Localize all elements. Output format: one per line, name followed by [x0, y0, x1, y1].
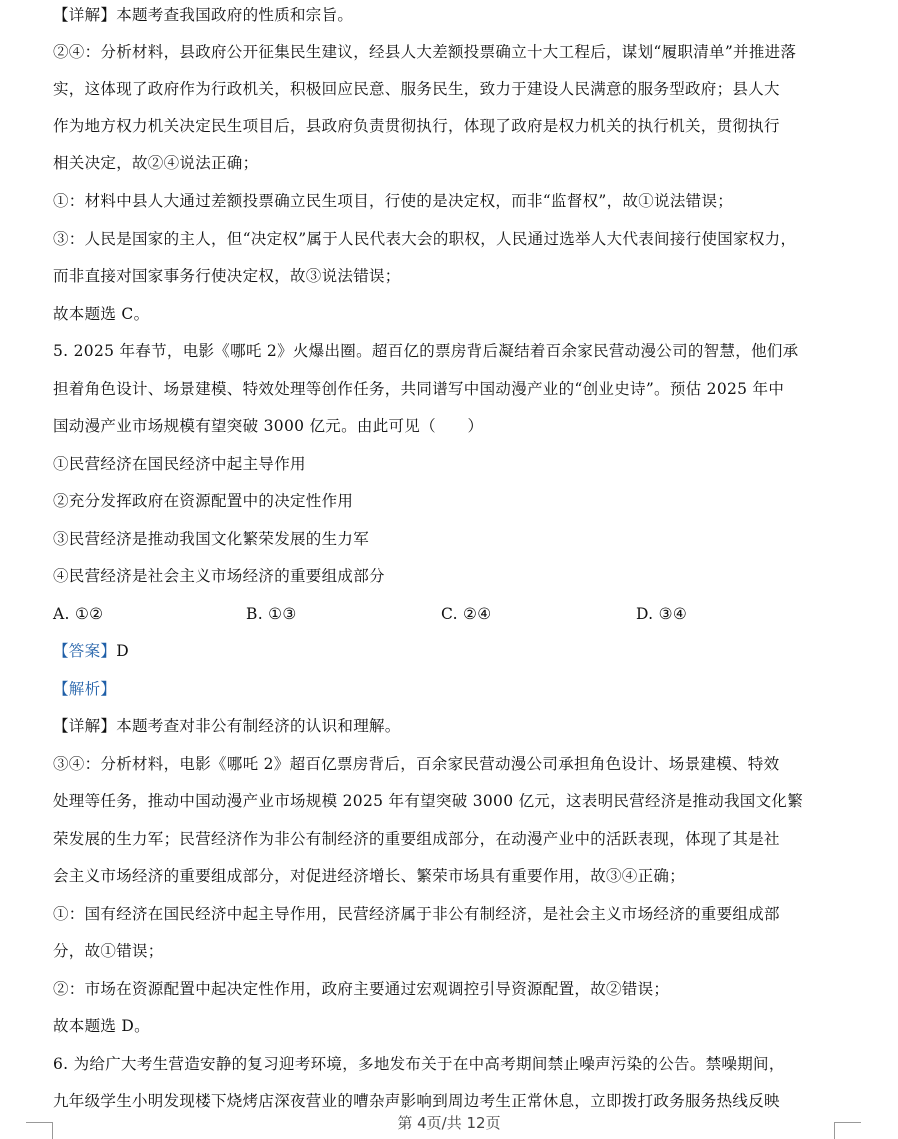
- text-line: ②④：分析材料，县政府公开征集民生建议，经县人大差额投票确立十大工程后，谋划“履职清单”并推进落: [53, 43, 797, 61]
- statement-2: ②充分发挥政府在资源配置中的决定性作用: [53, 492, 354, 510]
- text-line: ③④：分析材料，电影《哪吒 2》超百亿票房背后，百余家民营动漫公司承担角色设计、场景建模、特效: [53, 755, 780, 773]
- text-line: 分，故①错误；: [53, 942, 164, 960]
- text-line: ③：人民是国家的主人，但“决定权”属于人民代表大会的职权，人民通过选举人大代表间接行使国家权力，: [53, 230, 797, 248]
- page-footer: 第 4页/共 12页: [397, 1114, 501, 1132]
- text-line: 故本题选 C。: [53, 305, 150, 323]
- text-line: ①：材料中县人大通过差额投票确立民生项目，行使的是决定权，而非“监督权”，故①说法错误；: [53, 192, 734, 210]
- answer-tag: 【答案】: [53, 642, 117, 660]
- option-d: D. ③④: [636, 605, 688, 623]
- text-line: 【详解】本题考查对非公有制经济的认识和理解。: [53, 717, 401, 735]
- text-line: 而非直接对国家事务行使决定权，故③说法错误；: [53, 267, 401, 285]
- answer-line: [53, 639, 858, 663]
- answer-value: D: [116, 642, 129, 660]
- statement-1: ①民营经济在国民经济中起主导作用: [53, 455, 306, 473]
- text-line: 【详解】本题考查我国政府的性质和宗旨。: [53, 6, 354, 24]
- text-line: 实，这体现了政府作为行政机关，积极回应民意、服务民生，致力于建设人民满意的服务型政府；县人大: [53, 80, 780, 98]
- text-line: ①：国有经济在国民经济中起主导作用，民营经济属于非公有制经济，是社会主义市场经济的重要组成部: [53, 905, 780, 923]
- option-b: B. ①③: [246, 605, 297, 623]
- question-5-line: 国动漫产业市场规模有望突破 3000 亿元。由此可见（ ）: [53, 417, 484, 435]
- analysis-tag: 【解析】: [53, 680, 117, 698]
- text-line: ②：市场在资源配置中起决定性作用，政府主要通过宏观调控引导资源配置，故②错误；: [53, 980, 670, 998]
- option-c: C. ②④: [441, 605, 492, 623]
- text-line: 故本题选 D。: [53, 1017, 150, 1035]
- text-line: 处理等任务，推动中国动漫产业市场规模 2025 年有望突破 3000 亿元，这表明民营经济是推动我国文化繁: [53, 792, 804, 810]
- text-line: 作为地方权力机关决定民生项目后，县政府负责贯彻执行，体现了政府是权力机关的执行机关，贯彻执行: [53, 117, 780, 135]
- statement-3: ③民营经济是推动我国文化繁荣发展的生力军: [53, 530, 370, 548]
- statement-4: ④民营经济是社会主义市场经济的重要组成部分: [53, 567, 385, 585]
- text-line: 荣发展的生力军；民营经济作为非公有制经济的重要组成部分，在动漫产业中的活跃表现，体现了其是社: [53, 830, 780, 848]
- text-line: 会主义市场经济的重要组成部分，对促进经济增长、繁荣市场具有重要作用，故③④正确；: [53, 867, 686, 885]
- question-6-line: 九年级学生小明发现楼下烧烤店深夜营业的嘈杂声影响到周边考生正常休息，立即拨打政务服务热线反映: [53, 1092, 780, 1110]
- question-5-line: 5. 2025 年春节，电影《哪吒 2》火爆出圈。超百亿的票房背后凝结着百余家民营动漫公司的智慧，他们承: [53, 342, 799, 360]
- text-line: 相关决定，故②④说法正确；: [53, 154, 259, 172]
- question-6-line: 6. 为给广大考生营造安静的复习迎考环境，多地发布关于在中高考期间禁止噪声污染的公告。禁噪期间，: [53, 1055, 785, 1073]
- analysis-line: [53, 677, 858, 701]
- question-5-line: 担着角色设计、场景建模、特效处理等创作任务，共同谱写中国动漫产业的“创业史诗”。预估 2025 年中: [53, 380, 785, 398]
- option-a: A. ①②: [53, 605, 104, 623]
